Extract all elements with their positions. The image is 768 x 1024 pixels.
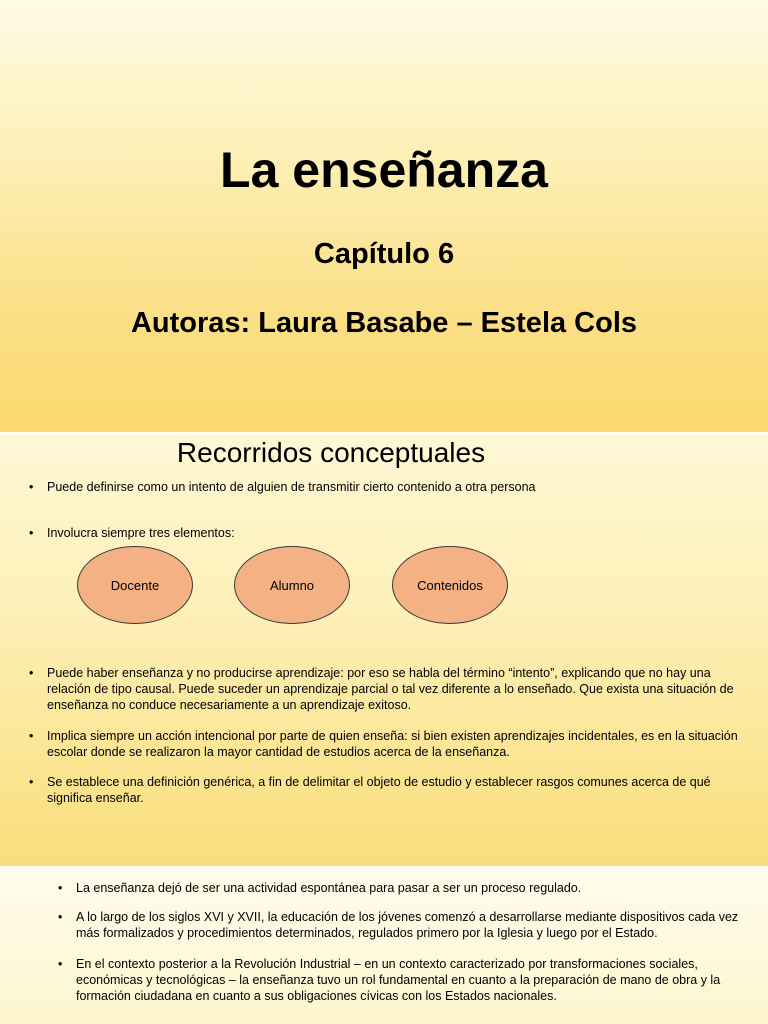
bullet-text: Se establece una definición genérica, a fin de delimitar el objeto de estudio y establecer rasgos comunes acerca de qué significa enseñar. xyxy=(47,775,711,805)
bullet-item xyxy=(27,728,754,760)
bullet-item xyxy=(27,665,754,713)
bullet-text: Implica siempre un acción intencional por parte de quien enseña: si bien existen aprendizajes incidentales, es en la situación escolar donde se realizaron la mayor cantidad de estudios acerca de la enseñanza. xyxy=(47,729,738,759)
bullet-dot: • xyxy=(29,666,34,680)
authors-line: Autoras: Laura Basabe – Estela Cols xyxy=(130,307,638,339)
element-oval-alumno xyxy=(234,546,350,624)
element-label: Contenidos xyxy=(417,577,483,593)
title-slide xyxy=(0,0,768,432)
bullet-text: A lo largo de los siglos XVI y XVII, la educación de los jóvenes comenzó a desarrollarse mediante dispositivos cada vez más formalizados y procedimientos determinados, regulados primero por la Iglesia y luego por el Estado. xyxy=(76,910,739,940)
bullet-text: Involucra siempre tres elementos: xyxy=(47,526,235,540)
bullet-text: La enseñanza dejó de ser una actividad espontánea para pasar a ser un proceso regulado. xyxy=(76,881,582,895)
bullet-text: En el contexto posterior a la Revolución Industrial – en un contexto caracterizado por transformaciones sociales, económicas y tecnológicas – la enseñanza tuvo un rol fundamental en cuanto a la preparación de mano de obra y la formación ciudadana en cuanto a sus obligaciones cívicas con los Estados nacionales. xyxy=(76,957,721,1003)
bullet-item xyxy=(56,956,748,1004)
bullet-dot: • xyxy=(29,729,34,743)
bullet-text: Puede haber enseñanza y no producirse aprendizaje: por eso se habla del término “intento”, explicando que no hay una relación de tipo causal. Puede suceder un aprendizaje parcial o tal vez diferente a lo enseñado. Que exista una situación de enseñanza no conduce necesariamente a un aprendizaje exitoso. xyxy=(47,666,734,712)
element-label: Docente xyxy=(110,577,160,593)
bullet-dot: • xyxy=(29,480,34,494)
bullet-item xyxy=(27,774,754,806)
element-oval-docente xyxy=(77,546,193,624)
bullet-dot: • xyxy=(58,957,63,971)
element-oval-contenidos xyxy=(392,546,508,624)
bullet-item xyxy=(27,479,754,495)
slide-heading: Recorridos conceptuales xyxy=(176,437,486,468)
presentation-title: La enseñanza xyxy=(220,142,548,198)
bullet-dot: • xyxy=(58,881,63,895)
bullet-item xyxy=(56,880,748,896)
bullet-dot: • xyxy=(29,775,34,789)
chapter-label: Capítulo 6 xyxy=(313,238,455,270)
bullet-text: Puede definirse como un intento de alguien de transmitir cierto contenido a otra persona xyxy=(47,480,536,494)
bullet-dot: • xyxy=(58,910,63,924)
bullet-item xyxy=(27,525,754,541)
element-label: Alumno xyxy=(269,577,315,593)
bullet-item xyxy=(56,909,748,941)
bullet-dot: • xyxy=(29,526,34,540)
